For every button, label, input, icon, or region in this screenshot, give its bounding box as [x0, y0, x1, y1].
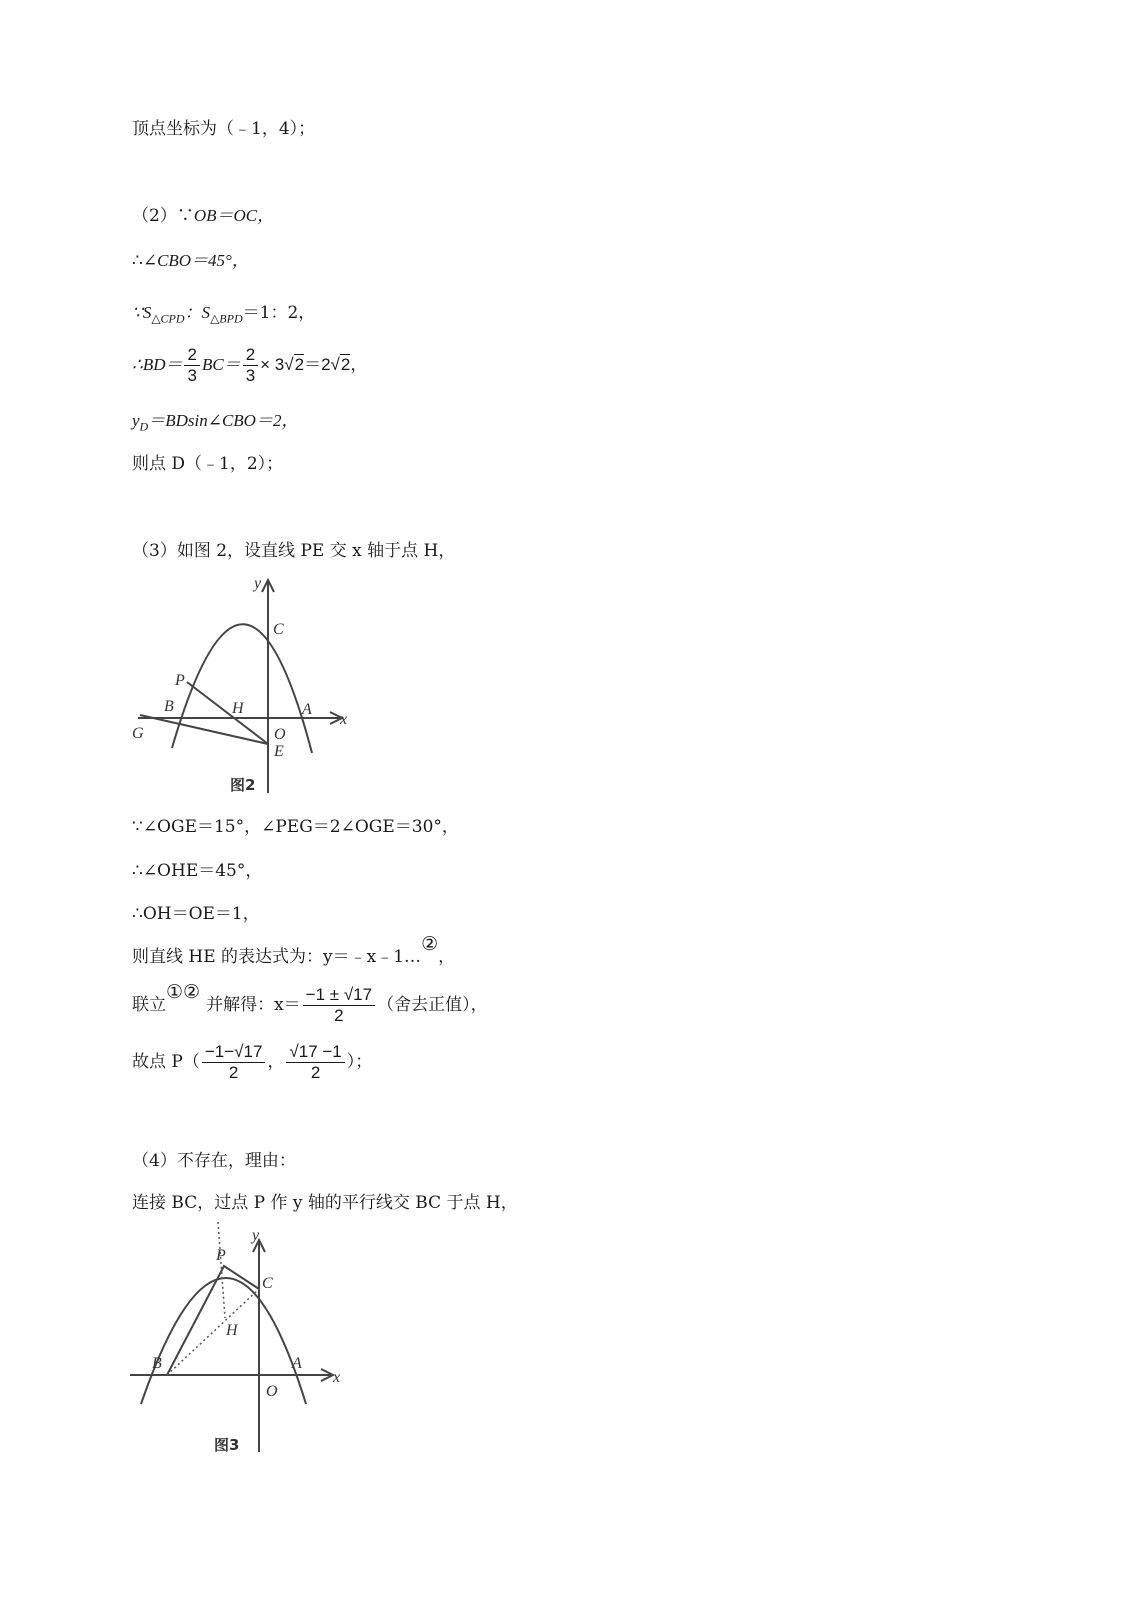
frac-num: −1−√17 — [202, 1042, 266, 1063]
label-e: E — [274, 743, 284, 760]
therefore-angle-symbol: ∴∠ — [132, 251, 158, 271]
label-h: H — [226, 1322, 238, 1339]
frac-den: 2 — [334, 1006, 344, 1025]
label-c: C — [273, 621, 284, 638]
area-ratio-value: ＝1：2， — [242, 303, 316, 323]
label-g: G — [132, 725, 144, 742]
fraction-two-thirds-2 — [243, 345, 258, 386]
d-subscript: D — [139, 419, 149, 434]
discard-positive-note: （舍去正值）， — [377, 995, 488, 1015]
line-bc-dotted — [167, 1289, 259, 1375]
label-b: B — [164, 698, 174, 715]
he-expression: 则直线 HE 的表达式为：y＝﹣x﹣1… — [132, 947, 422, 967]
label-x: x — [333, 1369, 341, 1386]
circled-two: ② — [421, 933, 439, 955]
label-p: P — [175, 672, 185, 689]
area-s2: ：S — [184, 303, 211, 322]
figure-2 — [130, 568, 360, 800]
close-paren: ）； — [346, 1052, 373, 1072]
part4-heading: （4）不存在，理由： — [132, 1151, 296, 1171]
yd-equation: ＝BDsin∠CBO＝2， — [148, 411, 299, 430]
comma: ， — [438, 947, 456, 967]
bd-label: ∴BD＝ — [132, 355, 183, 374]
label-h: H — [232, 700, 244, 717]
bc-label: BC＝ — [201, 355, 241, 374]
angle-cbo-value: CBO＝45°， — [157, 251, 249, 270]
comma: ， — [350, 355, 368, 375]
frac-den: 3 — [187, 366, 197, 385]
frac-num: 2 — [184, 345, 199, 366]
angle-cbo-line — [132, 250, 249, 272]
figure-2-diagram — [130, 568, 360, 800]
comma: ， — [267, 1052, 285, 1072]
part2-label: （2）∵ — [132, 206, 194, 226]
label-c: C — [262, 1275, 273, 1292]
point-d-line: 则点 D（﹣1，2）； — [132, 454, 284, 474]
angles-line: ∵∠OGE＝15°，∠PEG＝2∠OGE＝30°， — [132, 817, 459, 837]
sqrt-two-2: √2 — [330, 355, 351, 374]
bd-equation-line — [132, 343, 367, 387]
solve-line — [132, 982, 488, 1027]
angle-ohe-line: ∴∠OHE＝45°， — [132, 861, 263, 881]
triangle-pbc-sides — [167, 1266, 259, 1375]
y-symbol: y — [132, 411, 140, 430]
p-y-fraction — [286, 1042, 344, 1083]
ob-oc-equation: OB＝OC， — [193, 206, 275, 225]
figure-3-caption: 图3 — [214, 1436, 240, 1454]
connect-bc-line: 连接 BC，过点 P 作 y 轴的平行线交 BC 于点 H， — [132, 1193, 518, 1213]
label-o: O — [266, 1383, 278, 1400]
frac-num: −1 ± √17 — [303, 985, 375, 1006]
equals-two: ＝2 — [304, 355, 331, 374]
oh-oe-line: ∴OH＝OE＝1， — [132, 904, 260, 924]
frac-den: 2 — [228, 1063, 239, 1082]
p-x-fraction — [202, 1042, 266, 1083]
figure-3-diagram — [128, 1222, 358, 1462]
solution-fraction — [303, 985, 375, 1026]
frac-den: 2 — [310, 1063, 321, 1082]
label-x: x — [340, 711, 348, 728]
label-y: y — [254, 575, 262, 592]
part2-heading — [132, 205, 274, 227]
area-sub-cpd: △CPD — [151, 311, 185, 326]
point-p-line — [132, 1040, 372, 1084]
vertex-line: 顶点坐标为（﹣1，4）； — [132, 119, 316, 139]
simultaneous-label: 联立 — [132, 995, 166, 1015]
circled-one-two: ①② — [166, 981, 201, 1003]
label-o: O — [274, 726, 286, 743]
figure-2-caption: 图2 — [230, 776, 256, 794]
label-p: P — [216, 1247, 226, 1264]
times-three: × 3 — [260, 355, 285, 374]
label-b: B — [152, 1355, 162, 1372]
area-ratio-line — [132, 302, 315, 329]
he-expression-line — [132, 933, 456, 968]
area-s1: ∵S — [132, 303, 152, 322]
point-p-label: 故点 P（ — [132, 1052, 200, 1072]
yd-line — [132, 410, 298, 437]
label-y: y — [252, 1227, 260, 1244]
label-a: A — [292, 1355, 302, 1372]
frac-num: √17 −1 — [286, 1042, 344, 1063]
sqrt-two: √2 — [284, 355, 305, 374]
solve-label: 并解得：x＝ — [206, 995, 301, 1015]
radicand: 2 — [340, 355, 351, 374]
part3-heading: （3）如图 2，设直线 PE 交 x 轴于点 H， — [132, 541, 456, 561]
figure-3 — [128, 1222, 358, 1462]
radicand: 2 — [294, 355, 305, 374]
frac-den: 3 — [245, 366, 256, 385]
fraction-two-thirds — [184, 345, 199, 386]
frac-num: 2 — [243, 345, 258, 366]
area-sub-bpd: △BPD — [210, 311, 243, 326]
label-a: A — [302, 701, 312, 718]
parabola — [172, 624, 312, 753]
